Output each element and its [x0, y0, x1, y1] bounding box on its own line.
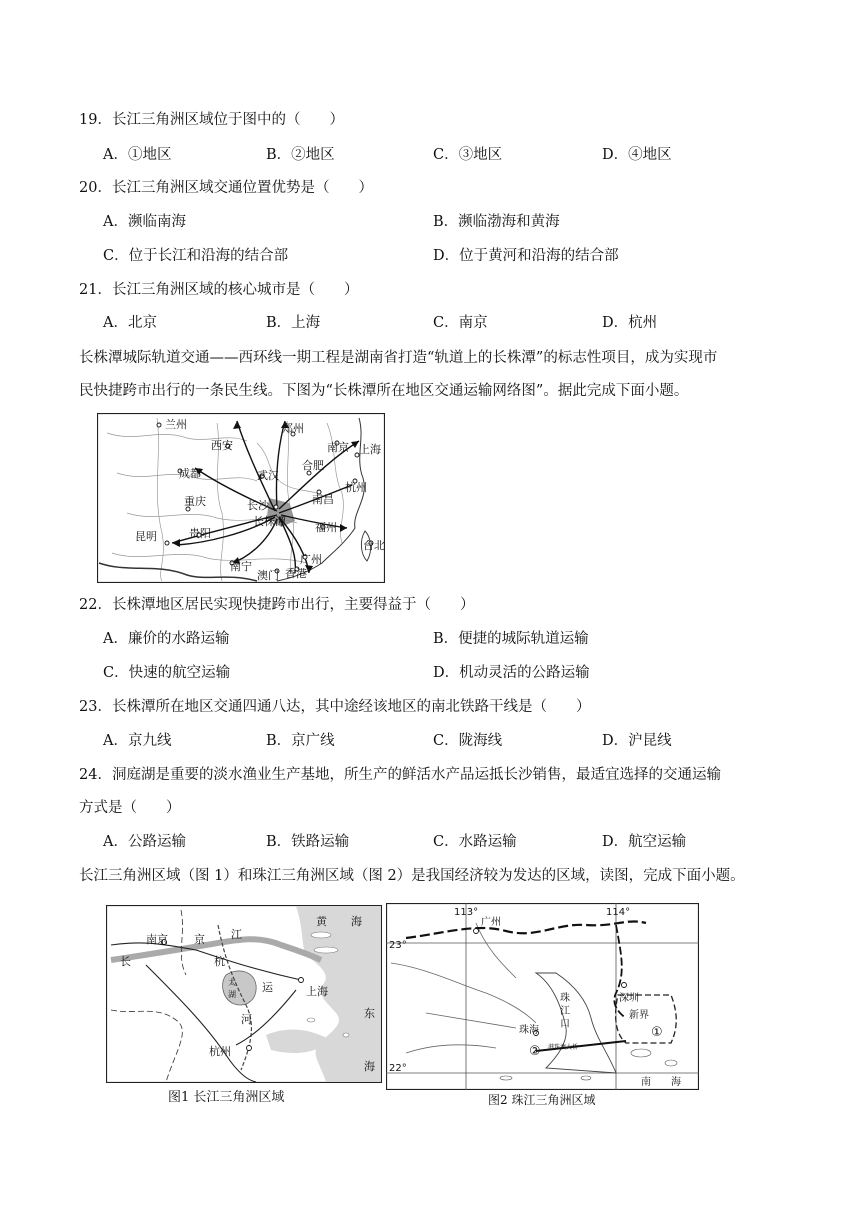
fig1-label-dong: 东 — [364, 1007, 375, 1020]
map-label-nanning: 南宁 — [230, 560, 252, 573]
fig2-label-hai: 海 — [671, 1077, 681, 1088]
question-24-option-a[interactable]: A．公路运输 — [103, 834, 186, 850]
question-19-stem: 19．长江三角洲区域位于图中的（ ） — [79, 112, 344, 128]
map-label-taipei: 台北 — [363, 539, 385, 552]
map-label-chongqing: 重庆 — [184, 495, 206, 508]
question-23-option-d[interactable]: D．沪昆线 — [602, 733, 672, 749]
question-22-option-c[interactable]: C．快速的航空运输 — [103, 665, 231, 681]
map-label-changzhutan: 长株潭 — [253, 515, 286, 528]
question-21-option-a[interactable]: A．北京 — [103, 315, 157, 331]
fig1-label-huang: 黄 — [316, 915, 327, 928]
figure-1-yangtze-delta-map — [106, 905, 382, 1083]
fig1-label-hangzhou: 杭州 — [209, 1045, 231, 1058]
question-19-option-a[interactable]: A．①地区 — [103, 147, 172, 163]
fig1-label-yun: 运 — [262, 981, 273, 994]
fig2-label-114: 114° — [606, 907, 631, 918]
question-22-stem: 22．长株潭地区居民实现快捷跨市出行，主要得益于（ ） — [79, 597, 475, 613]
question-20-option-a[interactable]: A．濒临南海 — [103, 214, 186, 230]
fig2-label-shenzhen: 深圳 — [619, 993, 639, 1004]
question-19-option-b[interactable]: B．②地区 — [266, 147, 335, 163]
question-21-option-b[interactable]: B．上海 — [266, 315, 321, 331]
question-20-stem: 20．长江三角洲区域交通位置优势是（ ） — [79, 180, 373, 196]
fig1-label-jiang: 江 — [231, 928, 242, 941]
map-label-xian: 西安 — [211, 439, 233, 452]
map-label-kunming: 昆明 — [135, 530, 157, 543]
fig1-label-hang: 杭 — [214, 955, 225, 968]
question-19-option-d[interactable]: D．④地区 — [602, 147, 672, 163]
fig1-label-hai-1: 海 — [351, 915, 362, 928]
fig2-label-zhuhai: 珠海 — [519, 1025, 539, 1036]
question-23-option-c[interactable]: C．陇海线 — [433, 733, 503, 749]
fig1-label-hai-2: 海 — [364, 1060, 375, 1073]
question-24-option-d[interactable]: D．航空运输 — [602, 834, 687, 850]
figure-1-caption: 图1 长江三角洲区域 — [168, 1090, 285, 1105]
map-label-nanchang: 南昌 — [312, 493, 334, 506]
question-22-option-a[interactable]: A．廉价的水路运输 — [103, 631, 230, 647]
fig2-label-22: 22° — [389, 1063, 407, 1074]
fig1-label-nanjing: 南京 — [146, 933, 168, 946]
question-20-option-d[interactable]: D．位于黄河和沿海的结合部 — [433, 248, 619, 264]
question-22-option-b[interactable]: B．便捷的城际轨道运输 — [433, 631, 589, 647]
map-label-chengdu: 成都 — [179, 467, 201, 480]
fig2-label-circle-2: ② — [529, 1044, 541, 1059]
fig2-label-circle-1: ① — [651, 1025, 663, 1040]
transport-network-map — [97, 413, 385, 583]
map-label-nanjing: 南京 — [327, 441, 349, 454]
figure-1-svg — [106, 905, 382, 1083]
question-19-option-c[interactable]: C．③地区 — [433, 147, 503, 163]
fig1-label-he: 河 — [241, 1013, 252, 1026]
question-24-option-b[interactable]: B．铁路运输 — [266, 834, 350, 850]
figure-2-svg — [386, 903, 699, 1090]
fig2-label-kou: 口 — [560, 1019, 570, 1030]
fig1-label-chang: 长 — [120, 955, 131, 968]
question-20-option-c[interactable]: C．位于长江和沿海的结合部 — [103, 248, 289, 264]
question-21-stem: 21．长江三角洲区域的核心城市是（ ） — [79, 282, 359, 298]
transport-network-map-svg — [97, 413, 385, 583]
map-label-macao: 澳门 — [257, 569, 279, 582]
map-label-guangzhou: 广州 — [300, 553, 322, 566]
question-23-option-a[interactable]: A．京九线 — [103, 733, 172, 749]
question-24-stem-line-1: 24．洞庭湖是重要的淡水渔业生产基地，所生产的鲜活水产品运抵长沙销售，最适宜选择的交通运输 — [79, 767, 721, 783]
map-label-hefei: 合肥 — [302, 459, 324, 472]
fig2-label-jiang: 江 — [560, 1006, 570, 1017]
question-24-option-c[interactable]: C．水路运输 — [433, 834, 517, 850]
fig2-label-23: 23° — [389, 940, 407, 951]
figure-2-caption: 图2 珠江三角洲区域 — [488, 1093, 596, 1107]
fig2-label-nan: 南 — [641, 1077, 651, 1088]
map-label-shanghai: 上海 — [359, 443, 381, 456]
question-21-option-c[interactable]: C．南京 — [433, 315, 488, 331]
map-label-fuzhou: 福州 — [315, 521, 337, 534]
question-20-option-b[interactable]: B．濒临渤海和黄海 — [433, 214, 560, 230]
map-label-zhengzhou: 郑州 — [282, 422, 304, 435]
fig2-label-zhu: 珠 — [560, 993, 570, 1004]
fig2-label-xinjie: 新界 — [629, 1010, 649, 1021]
fig2-label-113: 113° — [454, 907, 479, 918]
map-label-hongkong: 香港 — [285, 567, 307, 580]
figure-2-pearl-delta-map — [386, 903, 699, 1090]
question-23-stem: 23．长株潭所在地区交通四通八达，其中途经该地区的南北铁路干线是（ ） — [79, 699, 591, 715]
fig1-label-jing: 京 — [194, 933, 205, 946]
intro-1-line-1: 长株潭城际轨道交通——西环线一期工程是湖南省打造“轨道上的长株潭”的标志性项目，成为实现市 — [79, 350, 718, 366]
intro-2: 长江三角洲区域（图 1）和珠江三角洲区域（图 2）是我国经济较为发达的区域，读图，完成下面小题。 — [79, 868, 745, 884]
question-24-stem-line-2: 方式是（ ） — [79, 800, 181, 816]
fig2-label-bridge: 港珠澳大桥 — [548, 1044, 579, 1051]
fig1-label-hu: 湖 — [228, 990, 236, 999]
map-label-hangzhou: 杭州 — [345, 481, 367, 494]
fig1-label-shanghai: 上海 — [306, 985, 328, 998]
question-23-option-b[interactable]: B．京广线 — [266, 733, 335, 749]
map-label-guiyang: 贵阳 — [189, 527, 211, 540]
map-label-wuhan: 武汉 — [257, 469, 279, 482]
map-label-lanzhou: 兰州 — [165, 418, 187, 431]
question-21-option-d[interactable]: D．杭州 — [602, 315, 658, 331]
fig1-label-tai: 太 — [228, 978, 236, 987]
fig2-label-guangzhou: 广州 — [481, 917, 501, 928]
question-22-option-d[interactable]: D．机动灵活的公路运输 — [433, 665, 590, 681]
map-label-changsha: 长沙 — [247, 499, 269, 512]
intro-1-line-2: 民快捷跨市出行的一条民生线。下图为“长株潭所在地区交通运输网络图”。据此完成下面小题。 — [79, 383, 689, 399]
